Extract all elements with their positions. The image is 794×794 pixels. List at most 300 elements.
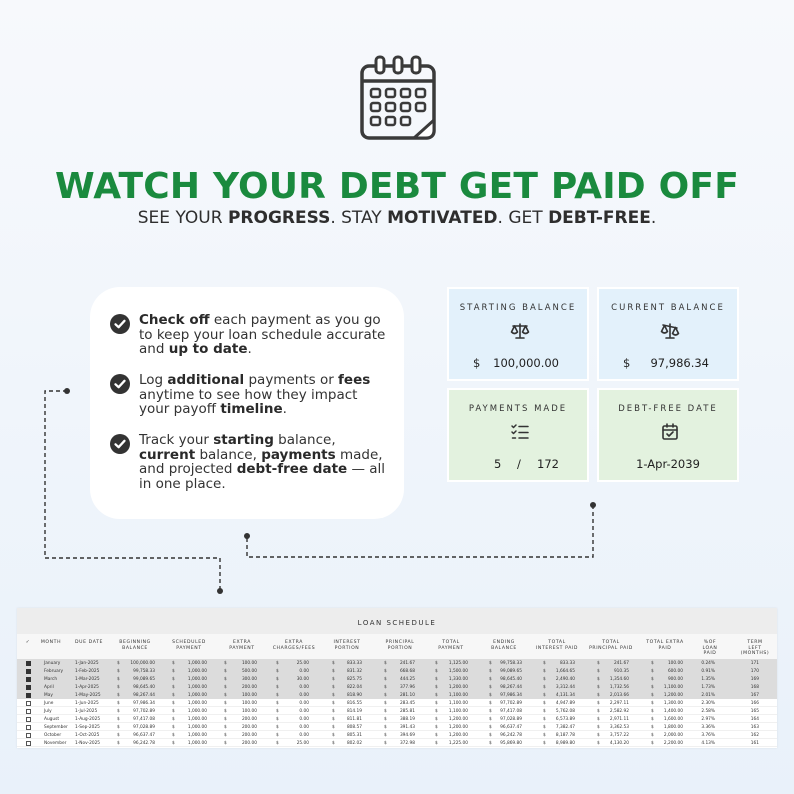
currency-cell: $ bbox=[597, 708, 600, 714]
due-date-cell: 1-Jul-2025 bbox=[75, 708, 98, 714]
table-row bbox=[17, 707, 777, 715]
currency-cell: $ bbox=[384, 676, 387, 682]
currency-cell: $ bbox=[489, 732, 492, 738]
sched-cell: 1,000.00 bbox=[187, 708, 207, 714]
interest-cell: 811.81 bbox=[346, 716, 362, 722]
sched-cell: 1,000.00 bbox=[187, 660, 207, 666]
total-cell: 1,225.00 bbox=[448, 740, 468, 746]
payment-checkbox[interactable] bbox=[26, 677, 31, 682]
currency-cell: $ bbox=[332, 700, 335, 706]
currency-cell: $ bbox=[651, 708, 654, 714]
currency-cell: $ bbox=[651, 724, 654, 730]
currency-cell: $ bbox=[276, 740, 279, 746]
currency-cell: $ bbox=[224, 668, 227, 674]
currency-cell: $ bbox=[651, 684, 654, 690]
extra-cell: 100.00 bbox=[241, 692, 257, 698]
term-left-cell: 166 bbox=[750, 700, 759, 706]
beg-cell: 97,417.08 bbox=[133, 716, 155, 722]
currency-cell: $ bbox=[435, 668, 438, 674]
fees-cell: 25.00 bbox=[296, 740, 309, 746]
month-cell: August bbox=[44, 716, 60, 722]
tint-cell: 6,573.89 bbox=[555, 716, 575, 722]
due-date-cell: 1-Jan-2025 bbox=[75, 660, 99, 666]
currency-cell: $ bbox=[435, 732, 438, 738]
column-header: ✓ bbox=[25, 640, 31, 645]
total-cell: 1,100.00 bbox=[448, 700, 468, 706]
currency-cell: $ bbox=[489, 676, 492, 682]
textra-cell: 1,300.00 bbox=[663, 700, 683, 706]
fees-cell: 30.00 bbox=[296, 676, 309, 682]
starting-balance-card bbox=[447, 287, 589, 381]
currency-cell: $ bbox=[543, 732, 546, 738]
total-cell: 1,200.00 bbox=[448, 684, 468, 690]
column-header: ENDING BALANCE bbox=[491, 640, 517, 651]
table-row bbox=[17, 723, 777, 731]
month-cell: May bbox=[44, 692, 53, 698]
currency-symbol: $ bbox=[473, 356, 481, 370]
ending-cell: 97,417.08 bbox=[500, 708, 522, 714]
currency-cell: $ bbox=[543, 660, 546, 666]
currency-cell: $ bbox=[332, 692, 335, 698]
interest-cell: 831.32 bbox=[346, 668, 362, 674]
fees-cell: 0.00 bbox=[299, 716, 309, 722]
currency-cell: $ bbox=[489, 700, 492, 706]
tprin-cell: 3,757.22 bbox=[609, 732, 629, 738]
tint-cell: 1,664.65 bbox=[555, 668, 575, 674]
table-row bbox=[17, 715, 777, 723]
column-header: EXTRA CHARGES/FEES bbox=[272, 640, 316, 651]
interest-cell: 805.31 bbox=[346, 732, 362, 738]
tint-cell: 8,187.78 bbox=[555, 732, 575, 738]
term-left-cell: 168 bbox=[750, 684, 759, 690]
sched-cell: 1,000.00 bbox=[187, 668, 207, 674]
principal-cell: 241.67 bbox=[399, 660, 415, 666]
percent-paid-cell: 2.97% bbox=[701, 716, 715, 722]
currency-cell: $ bbox=[276, 684, 279, 690]
checklist-icon bbox=[510, 422, 530, 442]
due-date-cell: 1-Nov-2025 bbox=[75, 740, 101, 746]
currency-cell: $ bbox=[117, 660, 120, 666]
currency-cell: $ bbox=[489, 716, 492, 722]
currency-cell: $ bbox=[435, 660, 438, 666]
currency-cell: $ bbox=[172, 684, 175, 690]
currency-cell: $ bbox=[543, 700, 546, 706]
currency-cell: $ bbox=[224, 684, 227, 690]
currency-cell: $ bbox=[489, 692, 492, 698]
table-row bbox=[17, 731, 777, 739]
payment-checkbox[interactable] bbox=[26, 685, 31, 690]
table-row bbox=[17, 699, 777, 707]
ending-cell: 97,028.89 bbox=[500, 716, 522, 722]
tprin-cell: 241.67 bbox=[613, 660, 629, 666]
fees-cell: 0.00 bbox=[299, 732, 309, 738]
subheadline: SEE YOUR PROGRESS. STAY MOTIVATED. GET DEBT-FREE. bbox=[137, 208, 657, 228]
currency-cell: $ bbox=[435, 692, 438, 698]
ending-cell: 97,986.34 bbox=[500, 692, 522, 698]
term-left-cell: 161 bbox=[750, 740, 759, 746]
beg-cell: 100,000.00 bbox=[130, 660, 155, 666]
tint-cell: 3,312.44 bbox=[555, 684, 575, 690]
principal-cell: 394.69 bbox=[399, 732, 415, 738]
sched-cell: 1,000.00 bbox=[187, 732, 207, 738]
percent-paid-cell: 1.35% bbox=[701, 676, 715, 682]
tprin-cell: 3,362.53 bbox=[609, 724, 629, 730]
currency-cell: $ bbox=[117, 716, 120, 722]
currency-cell: $ bbox=[384, 684, 387, 690]
due-date-cell: 1-Sep-2025 bbox=[75, 724, 100, 730]
payment-checkbox[interactable] bbox=[26, 733, 31, 738]
principal-cell: 444.25 bbox=[399, 676, 415, 682]
beg-cell: 98,645.40 bbox=[133, 684, 155, 690]
beg-cell: 98,267.44 bbox=[133, 692, 155, 698]
column-header: TOTAL INTEREST PAID bbox=[535, 640, 579, 651]
currency-cell: $ bbox=[172, 724, 175, 730]
stat-value: 1-Apr-2039 bbox=[636, 457, 700, 471]
payment-checkbox[interactable] bbox=[26, 725, 31, 730]
currency-cell: $ bbox=[543, 724, 546, 730]
currency-cell: $ bbox=[489, 660, 492, 666]
tint-cell: 5,762.08 bbox=[555, 708, 575, 714]
currency-cell: $ bbox=[276, 732, 279, 738]
debt-free-date-card bbox=[597, 388, 739, 482]
column-header: TERM LEFT (MONTHS) bbox=[740, 640, 770, 656]
payments-made-card bbox=[447, 388, 589, 482]
beg-cell: 96,637.47 bbox=[133, 732, 155, 738]
currency-cell: $ bbox=[172, 740, 175, 746]
sched-cell: 1,000.00 bbox=[187, 724, 207, 730]
ending-cell: 98,267.44 bbox=[500, 684, 522, 690]
tprin-cell: 4,130.20 bbox=[609, 740, 629, 746]
payments-made-count: 5 bbox=[494, 457, 502, 471]
percent-paid-cell: 0.24% bbox=[701, 660, 715, 666]
beg-cell: 97,028.89 bbox=[133, 724, 155, 730]
stat-label: PAYMENTS MADE bbox=[468, 404, 568, 414]
due-date-cell: 1-Jun-2025 bbox=[75, 700, 99, 706]
currency-cell: $ bbox=[384, 692, 387, 698]
payment-checkbox[interactable] bbox=[26, 709, 31, 714]
tint-cell: 8,989.80 bbox=[555, 740, 575, 746]
currency-cell: $ bbox=[384, 740, 387, 746]
currency-cell: $ bbox=[384, 660, 387, 666]
month-cell: October bbox=[44, 732, 62, 738]
calendar-check-icon bbox=[660, 422, 680, 442]
payment-checkbox[interactable] bbox=[26, 717, 31, 722]
column-header: SCHEDULED PAYMENT bbox=[172, 640, 206, 651]
currency-cell: $ bbox=[384, 732, 387, 738]
currency-cell: $ bbox=[224, 708, 227, 714]
currency-cell: $ bbox=[435, 724, 438, 730]
currency-cell: $ bbox=[384, 716, 387, 722]
month-cell: June bbox=[44, 700, 54, 706]
currency-cell: $ bbox=[332, 740, 335, 746]
current-balance-card bbox=[597, 287, 739, 381]
interest-cell: 818.90 bbox=[346, 692, 362, 698]
currency-cell: $ bbox=[384, 724, 387, 730]
currency-cell: $ bbox=[435, 716, 438, 722]
table-row bbox=[17, 675, 777, 683]
currency-cell: $ bbox=[276, 724, 279, 730]
feature-card: Check off each payment as you go to keep your loan schedule accurate and up to date. Log additional payments or fees anytime to see how they impact your payoff timeline. Track your starting balance, current balance, payments made, and projected debt-free date — all in one place. bbox=[90, 287, 404, 519]
currency-cell: $ bbox=[172, 716, 175, 722]
currency-cell: $ bbox=[276, 660, 279, 666]
percent-paid-cell: 3.36% bbox=[701, 724, 715, 730]
currency-cell: $ bbox=[543, 676, 546, 682]
currency-cell: $ bbox=[117, 692, 120, 698]
currency-cell: $ bbox=[332, 660, 335, 666]
interest-cell: 814.19 bbox=[346, 708, 362, 714]
currency-cell: $ bbox=[332, 716, 335, 722]
principal-cell: 285.81 bbox=[399, 708, 415, 714]
principal-cell: 281.10 bbox=[399, 692, 415, 698]
table-row bbox=[17, 739, 777, 747]
tprin-cell: 1,732.56 bbox=[609, 684, 629, 690]
textra-cell: 900.00 bbox=[667, 676, 683, 682]
month-cell: July bbox=[44, 708, 52, 714]
interest-cell: 833.33 bbox=[346, 660, 362, 666]
total-cell: 1,500.00 bbox=[448, 668, 468, 674]
currency-cell: $ bbox=[117, 708, 120, 714]
currency-cell: $ bbox=[332, 724, 335, 730]
percent-paid-cell: 4.13% bbox=[701, 740, 715, 746]
currency-cell: $ bbox=[172, 700, 175, 706]
currency-cell: $ bbox=[651, 676, 654, 682]
currency-cell: $ bbox=[651, 660, 654, 666]
currency-cell: $ bbox=[597, 692, 600, 698]
payment-checkbox[interactable] bbox=[26, 693, 31, 698]
textra-cell: 1,100.00 bbox=[663, 684, 683, 690]
month-cell: November bbox=[44, 740, 67, 746]
currency-cell: $ bbox=[651, 700, 654, 706]
fees-cell: 0.00 bbox=[299, 692, 309, 698]
sched-cell: 1,000.00 bbox=[187, 692, 207, 698]
scale-icon bbox=[510, 321, 530, 341]
currency-cell: $ bbox=[276, 692, 279, 698]
currency-cell: $ bbox=[172, 692, 175, 698]
currency-cell: $ bbox=[117, 668, 120, 674]
currency-cell: $ bbox=[172, 660, 175, 666]
due-date-cell: 1-May-2025 bbox=[75, 692, 101, 698]
currency-cell: $ bbox=[384, 700, 387, 706]
currency-cell: $ bbox=[224, 676, 227, 682]
beg-cell: 99,758.33 bbox=[133, 668, 155, 674]
tint-cell: 2,490.40 bbox=[555, 676, 575, 682]
loan-schedule-title: LOAN SCHEDULE bbox=[357, 619, 437, 627]
currency-cell: $ bbox=[489, 668, 492, 674]
fees-cell: 0.00 bbox=[299, 684, 309, 690]
extra-cell: 200.00 bbox=[241, 732, 257, 738]
percent-paid-cell: 3.76% bbox=[701, 732, 715, 738]
sched-cell: 1,000.00 bbox=[187, 700, 207, 706]
currency-cell: $ bbox=[117, 676, 120, 682]
total-cell: 1,200.00 bbox=[448, 724, 468, 730]
currency-cell: $ bbox=[543, 684, 546, 690]
stat-value: 100,000.00 bbox=[493, 356, 559, 370]
currency-cell: $ bbox=[172, 732, 175, 738]
stat-value: 97,986.34 bbox=[650, 356, 709, 370]
currency-cell: $ bbox=[276, 716, 279, 722]
textra-cell: 100.00 bbox=[667, 660, 683, 666]
fees-cell: 0.00 bbox=[299, 724, 309, 730]
interest-cell: 816.55 bbox=[346, 700, 362, 706]
column-header: TOTAL EXTRA PAID bbox=[646, 640, 684, 651]
column-header: PRINCIPAL PORTION bbox=[385, 640, 415, 651]
percent-paid-cell: 0.91% bbox=[701, 668, 715, 674]
extra-cell: 200.00 bbox=[241, 724, 257, 730]
table-row bbox=[17, 683, 777, 691]
principal-cell: 372.98 bbox=[399, 740, 415, 746]
term-left-cell: 169 bbox=[750, 676, 759, 682]
interest-cell: 802.02 bbox=[346, 740, 362, 746]
currency-cell: $ bbox=[435, 684, 438, 690]
fees-cell: 0.00 bbox=[299, 668, 309, 674]
currency-cell: $ bbox=[332, 668, 335, 674]
payment-checkbox[interactable] bbox=[26, 701, 31, 706]
payment-checkbox[interactable] bbox=[26, 741, 31, 746]
currency-cell: $ bbox=[117, 740, 120, 746]
month-cell: September bbox=[44, 724, 68, 730]
tprin-cell: 2,013.66 bbox=[609, 692, 629, 698]
tint-cell: 4,131.34 bbox=[555, 692, 575, 698]
column-header: MONTH bbox=[40, 640, 62, 645]
due-date-cell: 1-Feb-2025 bbox=[75, 668, 100, 674]
ending-cell: 98,645.40 bbox=[500, 676, 522, 682]
principal-cell: 377.96 bbox=[399, 684, 415, 690]
tprin-cell: 910.35 bbox=[613, 668, 629, 674]
month-cell: April bbox=[44, 684, 54, 690]
currency-cell: $ bbox=[435, 740, 438, 746]
currency-cell: $ bbox=[224, 660, 227, 666]
total-cell: 1,200.00 bbox=[448, 716, 468, 722]
currency-cell: $ bbox=[597, 668, 600, 674]
tprin-cell: 1,354.60 bbox=[609, 676, 629, 682]
term-left-cell: 167 bbox=[750, 692, 759, 698]
currency-cell: $ bbox=[224, 732, 227, 738]
payments-total-count: 172 bbox=[537, 457, 559, 471]
currency-cell: $ bbox=[543, 740, 546, 746]
currency-cell: $ bbox=[597, 676, 600, 682]
term-left-cell: 170 bbox=[750, 668, 759, 674]
tprin-cell: 2,582.92 bbox=[609, 708, 629, 714]
payments-separator: / bbox=[517, 457, 521, 471]
currency-cell: $ bbox=[597, 740, 600, 746]
textra-cell: 2,200.00 bbox=[663, 740, 683, 746]
tint-cell: 7,382.47 bbox=[555, 724, 575, 730]
currency-cell: $ bbox=[435, 676, 438, 682]
currency-cell: $ bbox=[597, 684, 600, 690]
beg-cell: 97,986.34 bbox=[133, 700, 155, 706]
currency-cell: $ bbox=[543, 668, 546, 674]
due-date-cell: 1-Oct-2025 bbox=[75, 732, 100, 738]
ending-cell: 99,758.33 bbox=[500, 660, 522, 666]
due-date-cell: 1-Apr-2025 bbox=[75, 684, 99, 690]
currency-cell: $ bbox=[117, 732, 120, 738]
currency-cell: $ bbox=[224, 716, 227, 722]
currency-cell: $ bbox=[543, 692, 546, 698]
total-cell: 1,100.00 bbox=[448, 708, 468, 714]
currency-cell: $ bbox=[332, 732, 335, 738]
currency-cell: $ bbox=[332, 684, 335, 690]
currency-cell: $ bbox=[172, 668, 175, 674]
extra-cell: 200.00 bbox=[241, 716, 257, 722]
currency-cell: $ bbox=[597, 716, 600, 722]
interest-cell: 808.57 bbox=[346, 724, 362, 730]
percent-paid-cell: 2.58% bbox=[701, 708, 715, 714]
currency-cell: $ bbox=[276, 700, 279, 706]
loan-schedule-table bbox=[17, 608, 777, 748]
currency-cell: $ bbox=[276, 676, 279, 682]
tint-cell: 833.33 bbox=[559, 660, 575, 666]
extra-cell: 300.00 bbox=[241, 676, 257, 682]
currency-cell: $ bbox=[651, 668, 654, 674]
fees-cell: 0.00 bbox=[299, 700, 309, 706]
term-left-cell: 163 bbox=[750, 724, 759, 730]
sched-cell: 1,000.00 bbox=[187, 740, 207, 746]
currency-cell: $ bbox=[172, 708, 175, 714]
check-circle-icon bbox=[110, 434, 130, 454]
check-circle-icon bbox=[110, 314, 130, 334]
headline: WATCH YOUR DEBT GET PAID OFF bbox=[54, 166, 740, 207]
currency-cell: $ bbox=[172, 676, 175, 682]
currency-cell: $ bbox=[117, 684, 120, 690]
currency-cell: $ bbox=[543, 708, 546, 714]
column-header: %OF LOAN PAID bbox=[702, 640, 718, 656]
currency-cell: $ bbox=[651, 692, 654, 698]
column-header: TOTAL PRINCIPAL PAID bbox=[589, 640, 633, 651]
currency-cell: $ bbox=[597, 724, 600, 730]
interest-cell: 822.04 bbox=[346, 684, 362, 690]
stat-label: DEBT-FREE DATE bbox=[618, 404, 718, 414]
table-row bbox=[17, 691, 777, 699]
currency-cell: $ bbox=[435, 708, 438, 714]
calendar-icon bbox=[359, 55, 437, 141]
extra-cell: 200.00 bbox=[241, 684, 257, 690]
currency-cell: $ bbox=[276, 708, 279, 714]
payment-checkbox[interactable] bbox=[26, 669, 31, 674]
interest-cell: 825.75 bbox=[346, 676, 362, 682]
ending-cell: 95,869.80 bbox=[500, 740, 522, 746]
principal-cell: 283.45 bbox=[399, 700, 415, 706]
currency-cell: $ bbox=[384, 668, 387, 674]
currency-cell: $ bbox=[489, 740, 492, 746]
fees-cell: 0.00 bbox=[299, 708, 309, 714]
currency-cell: $ bbox=[597, 660, 600, 666]
currency-cell: $ bbox=[224, 724, 227, 730]
textra-cell: 1,200.00 bbox=[663, 692, 683, 698]
beg-cell: 96,242.78 bbox=[133, 740, 155, 746]
extra-cell: 100.00 bbox=[241, 660, 257, 666]
total-cell: 1,200.00 bbox=[448, 732, 468, 738]
column-header: INTEREST PORTION bbox=[333, 640, 361, 651]
total-cell: 1,100.00 bbox=[448, 692, 468, 698]
currency-cell: $ bbox=[117, 724, 120, 730]
currency-cell: $ bbox=[651, 716, 654, 722]
term-left-cell: 162 bbox=[750, 732, 759, 738]
extra-cell: 100.00 bbox=[241, 700, 257, 706]
sched-cell: 1,000.00 bbox=[187, 684, 207, 690]
currency-cell: $ bbox=[332, 708, 335, 714]
tint-cell: 4,947.89 bbox=[555, 700, 575, 706]
textra-cell: 1,400.00 bbox=[663, 708, 683, 714]
currency-cell: $ bbox=[543, 716, 546, 722]
check-circle-icon bbox=[110, 374, 130, 394]
term-left-cell: 164 bbox=[750, 716, 759, 722]
currency-cell: $ bbox=[651, 740, 654, 746]
currency-cell: $ bbox=[117, 700, 120, 706]
textra-cell: 1,600.00 bbox=[663, 716, 683, 722]
due-date-cell: 1-Mar-2025 bbox=[75, 676, 100, 682]
payment-checkbox[interactable] bbox=[26, 661, 31, 666]
tprin-cell: 2,971.11 bbox=[609, 716, 629, 722]
